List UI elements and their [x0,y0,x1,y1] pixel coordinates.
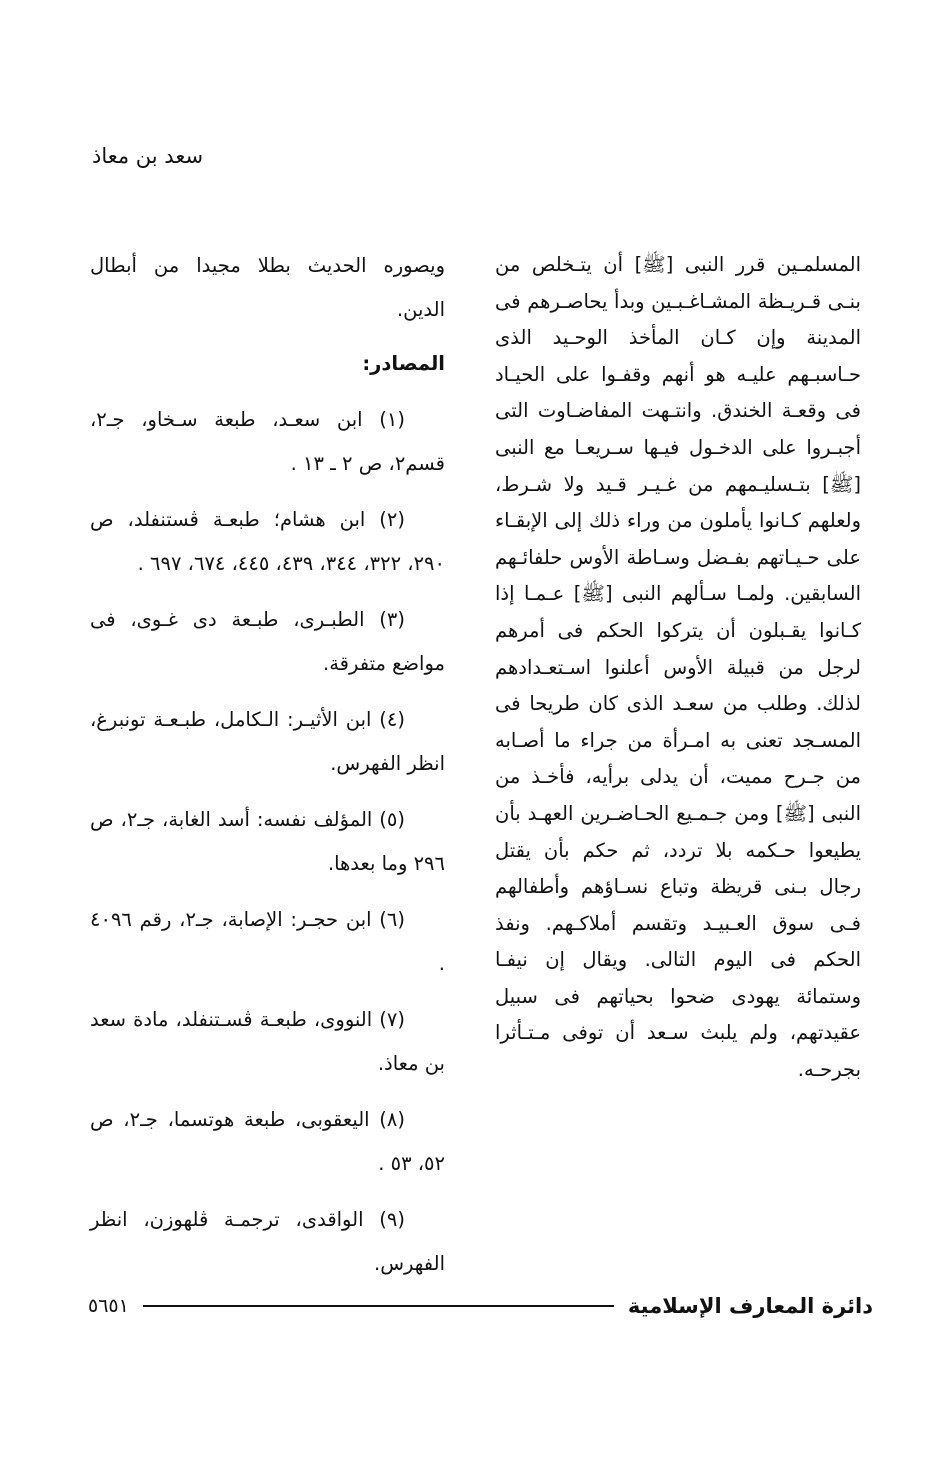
footer-title: دائرة المعارف الإسلامية [627,1294,873,1318]
source-item: (٨) اليعقوبى، طبعة هوتسما، جـ٢، ص ٥٢، ٥٣ . [90,1108,445,1175]
page-number: ٥٦٥١ [88,1295,129,1317]
source-item: (٩) الواقدى، ترجمـة ڤلهوزن، انظر الفهرس. [90,1208,445,1275]
footer-rule [143,1305,614,1307]
source-item: (٤) ابن الأثيـر: الـكامل، طبـعـة تونبرغ، انظر الفهرس. [90,708,445,775]
side-column [90,244,445,1298]
main-column-text: المسلمـين قرر النبى [ﷺ] أن يتـخلص من بنـى قـريـظة المشـاغـبـين وبدأ يحاصـرهم فى المدينة وإن كـان المأخذ الوحـيد الذى حـاسبـهم عليـه هو أنهم وقفـوا على الحيـاد فى وقعـة الخندق. وانتـهت المفاضـاوت التى أجبـروا على الدخـول فيـها سـريعـا مع النبى [ﷺ] بتـسليـمهم من غـيـر قـيد ولا شـرط، ولعلهم كـانوا يأملون من وراء ذلك إلى الإبقـاء على حـيـاتهم بفـضل وسـاطة الأوس حلفائـهم السابقين. ولمـا سـألهم النبى [ﷺ] عـمـا إذا كـانوا يقـبلون أن يتركوا الحكم فى أمرهم لرجل من قبيلة الأوس أعلنوا اسـتعـدادهم لذلك. وطلب من سعـد الذى كان طريحا فى المسـجد تعنى به امـرأة من جراء ما أصـابه من جـرح مميت، أن يدلى برأيه، فأخـذ من النبى [ﷺ] ومن جـمـيع الحـاضـرين العهـد بأن يطيعوا حـكمه بلا تردد، ثم حكم بأن يقتل رجال بـنى قريظة وتباع نسـاؤهم وأطفالهم فـى سوق العـبيـد وتقسم أملاكـهم. ونفذ الحكم فى اليوم التالى. ويقال إن نيفـا وستمائة يهودى ضحوا بحياتهم فى سبيل عقيدتهم، ولم يلبث سـعد أن توفى مـتـأثرا بجرحـه. [495,253,861,1082]
page-footer [88,1288,873,1324]
source-item: (١) ابن سعـد، طبعة سـخاو، جـ٢، قسم٢، ص ٢ ـ ١٣ . [90,408,445,475]
sources-heading: المصادر: [362,352,445,375]
source-item: (٣) الطبـرى، طبـعة دى غـوى، فى مواضع متفرقة. [90,608,445,675]
source-item: (٥) المؤلف نفسه: أسد الغابة، جـ٢، ص ٢٩٦ وما بعدها. [90,808,445,875]
running-title: سعد بن معاذ [92,144,204,168]
source-item: (٦) ابن حجـر: الإصابة، جـ٢، رقم ٤٠٩٦ . [90,908,445,975]
source-item: (٢) ابن هشام؛ طبعـة ڤستنفلد، ص ٢٩٠، ٣٢٢، ٣٤٤، ٤٣٩، ٤٤٥، ٦٧٤، ٦٩٧ . [90,508,445,575]
intro-paragraph: ويصوره الحديث بطلا مجيدا من أبطال الدين. [90,254,445,321]
source-item: (٧) النووى، طبعـة ڤسـتنفلد، مادة سعد بن معاذ. [90,1008,445,1075]
